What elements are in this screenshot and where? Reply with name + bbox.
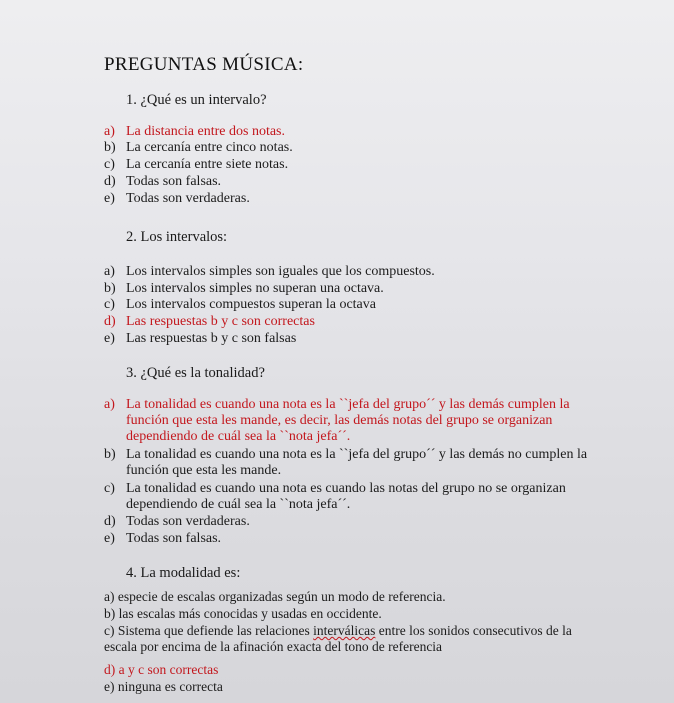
q2-option-a-text: Los intervalos simples son iguales que los compuestos.: [126, 264, 435, 279]
q2-option-c-letter: c): [104, 297, 115, 312]
q2-option-e-letter: e): [104, 331, 115, 346]
q2-option-a: [104, 264, 435, 280]
q2-option-c: [104, 297, 376, 313]
q3-option-d: [104, 514, 250, 530]
q1-option-b-text: La cercanía entre cinco notas.: [126, 140, 293, 155]
q1-option-a-letter: a): [104, 124, 115, 139]
q4-option-b: b) las escalas más conocidas y usadas en occidente.: [104, 606, 382, 621]
q4-option-c: [104, 623, 572, 655]
q2-option-c-text: Los intervalos compuestos superan la octava: [126, 297, 376, 312]
q2-option-e-text: Las respuestas b y c son falsas: [126, 331, 297, 346]
q1-option-d-letter: d): [104, 174, 116, 189]
q2-option-e: [104, 331, 296, 347]
q2-option-d-text: Las respuestas b y c son correctas: [126, 314, 315, 329]
q3-option-a-line1: La tonalidad es cuando una nota es la ``jefa del grupo´´ y las demás cumplen la: [126, 397, 570, 412]
q1-option-e-letter: e): [104, 191, 115, 206]
q3-option-e-text: Todas son falsas.: [126, 531, 222, 546]
q1-option-c-text: La cercanía entre siete notas.: [126, 157, 289, 172]
q1-option-c: [104, 157, 288, 173]
q4-option-c-post: entre los sonidos consecutivos de la: [375, 623, 572, 638]
q3-option-b: [104, 447, 587, 479]
q3-option-e: [104, 531, 221, 547]
question-4: 4. La modalidad es:: [126, 565, 241, 581]
q2-option-b: [104, 281, 384, 297]
q1-option-b-letter: b): [104, 140, 116, 155]
q1-option-b: [104, 140, 293, 156]
q3-option-b-line1: La tonalidad es cuando una nota es la ``jefa del grupo´´ y las demás no cumplen la: [126, 447, 588, 462]
q4-option-a: a) especie de escalas organizadas según un modo de referencia.: [104, 589, 446, 604]
q1-option-e: [104, 191, 250, 207]
q3-option-a-line3: dependiendo de cuál sea la ``nota jefa´´.: [126, 429, 351, 444]
q1-option-a-text: La distancia entre dos notas.: [126, 124, 286, 139]
q2-option-a-letter: a): [104, 264, 115, 279]
q3-option-c-letter: c): [104, 481, 115, 496]
question-2: 2. Los intervalos:: [126, 229, 228, 245]
q3-option-a-line2: función que esta les mande, es decir, las demás notas del grupo se organizan: [126, 413, 553, 428]
q4-option-c-line2: escala por encima de la afinación exacta del tono de referencia: [104, 639, 443, 654]
q2-option-d-letter: d): [104, 314, 116, 329]
q2-option-b-letter: b): [104, 281, 116, 296]
question-1: 1. ¿Qué es un intervalo?: [126, 92, 267, 108]
q1-option-d: [104, 174, 221, 190]
q3-option-d-text: Todas son verdaderas.: [126, 514, 250, 529]
q3-option-a-letter: a): [104, 397, 115, 412]
q2-option-d: [104, 314, 315, 330]
q1-option-a: [104, 124, 285, 140]
q3-option-c: [104, 481, 566, 513]
page-title: PREGUNTAS MÚSICA:: [104, 54, 304, 75]
q3-option-b-letter: b): [104, 447, 116, 462]
q4-option-d: d) a y c son correctas: [104, 662, 219, 677]
q4-option-c-pre: c) Sistema que defiende las relaciones: [104, 623, 314, 638]
q3-option-d-letter: d): [104, 514, 116, 529]
q3-option-c-line1: La tonalidad es cuando una nota es cuando las notas del grupo no se organizan: [126, 481, 566, 496]
q4-option-c-word: interválicas: [313, 623, 376, 638]
question-3: 3. ¿Qué es la tonalidad?: [126, 365, 265, 381]
q3-option-a: [104, 397, 570, 445]
q3-option-c-line2: dependiendo de cuál sea la ``nota jefa´´.: [126, 497, 351, 512]
q1-option-c-letter: c): [104, 157, 115, 172]
q3-option-e-letter: e): [104, 531, 115, 546]
q2-option-b-text: Los intervalos simples no superan una octava.: [126, 281, 384, 296]
q3-option-b-line2: función que esta les mande.: [126, 463, 282, 478]
q1-option-d-text: Todas son falsas.: [126, 174, 222, 189]
q4-option-e: e) ninguna es correcta: [104, 679, 223, 694]
q1-option-e-text: Todas son verdaderas.: [126, 191, 250, 206]
